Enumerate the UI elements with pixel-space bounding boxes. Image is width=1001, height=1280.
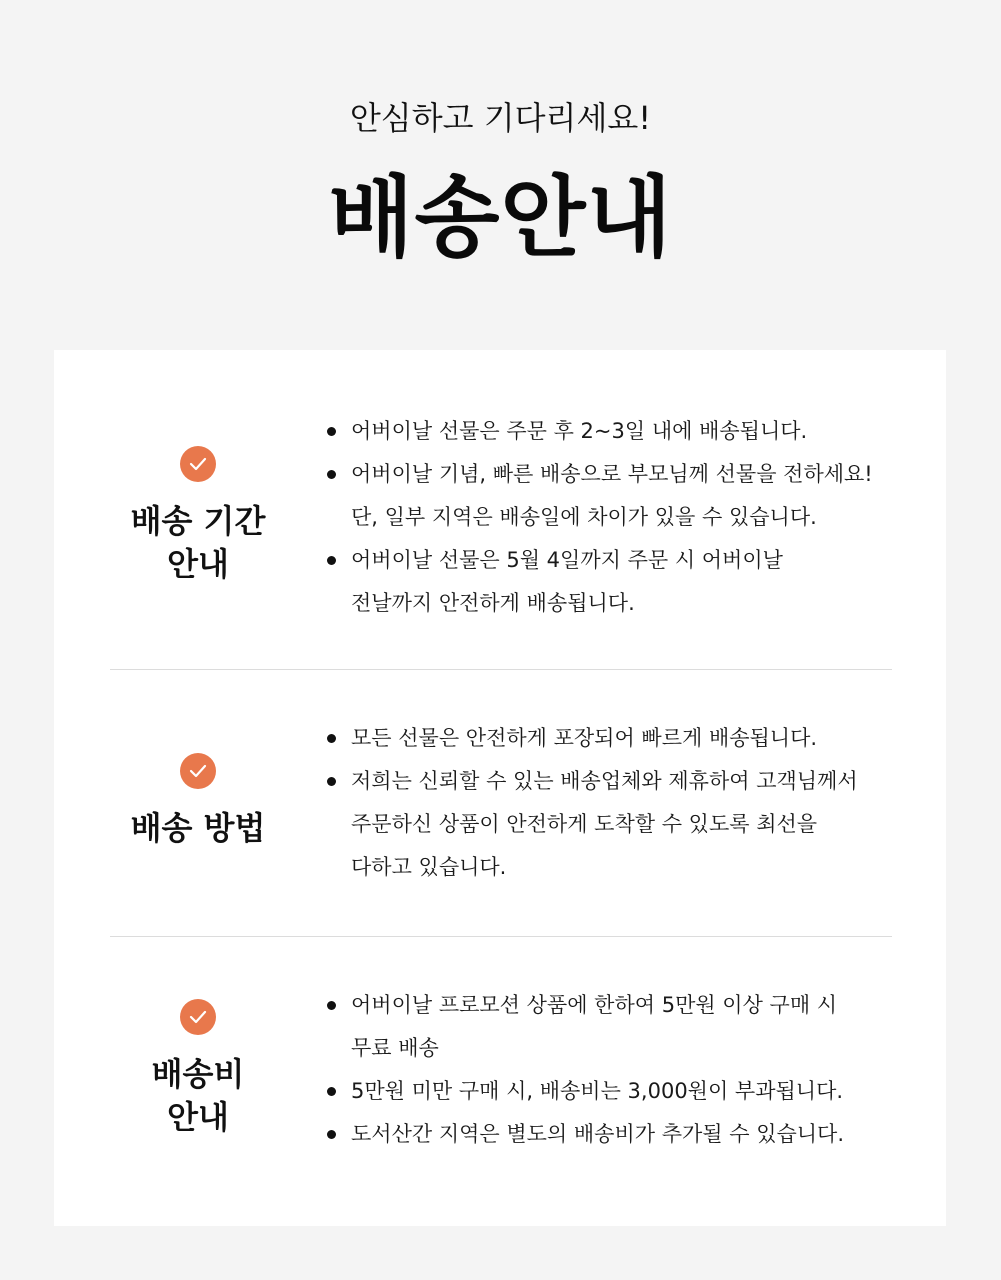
bullet-dot [327,427,336,436]
check-circle-icon [180,999,216,1035]
list-item [327,410,887,453]
list-item [327,760,887,889]
list-item-line: 어버이날 선물은 5월 4일까지 주문 시 어버이날 [351,548,783,572]
delivery-period-section [110,410,892,630]
section-title-line: 안내 [167,545,229,583]
page-subtitle: 안심하고 기다리세요! [349,99,652,137]
bullet-dot [327,470,336,479]
list-item-line: 주문하신 상품이 안전하게 도착할 수 있도록 최선을 [351,812,818,836]
section-title [110,1053,286,1139]
list-item [327,1070,887,1113]
section-title-line: 배송비 [151,1055,245,1093]
list-item-line: 도서산간 지역은 별도의 배송비가 추가될 수 있습니다. [351,1122,845,1146]
section-title [110,500,286,586]
list-item-line: 전날까지 안전하게 배송됩니다. [351,591,635,615]
list-item [327,717,887,760]
list-item-line: 5만원 미만 구매 시, 배송비는 3,000원이 부과됩니다. [351,1079,844,1103]
delivery-period-list [327,410,887,625]
shipping-fee-section [110,984,892,1164]
shipping-info-card [54,350,946,1226]
list-item [327,539,887,625]
shipping-fee-list [327,984,887,1156]
check-circle-icon [180,753,216,789]
check-circle-icon [180,446,216,482]
bullet-dot [327,777,336,786]
list-item [327,1113,887,1156]
bullet-dot [327,556,336,565]
section-title-line: 배송 기간 [130,502,266,540]
section-header [110,753,286,850]
list-item [327,453,887,539]
list-item [327,984,887,1070]
list-item-line: 다하고 있습니다. [351,855,507,879]
section-title-line: 배송 방법 [130,809,266,847]
section-divider [110,936,892,937]
delivery-method-list [327,717,887,889]
list-item-line: 무료 배송 [351,1036,439,1060]
bullet-dot [327,1087,336,1096]
list-item-line: 저희는 신뢰할 수 있는 배송업체와 제휴하여 고객님께서 [351,769,858,793]
section-divider [110,669,892,670]
list-item-line: 어버이날 프로모션 상품에 한하여 5만원 이상 구매 시 [351,993,838,1017]
list-item-line: 단, 일부 지역은 배송일에 차이가 있을 수 있습니다. [351,505,817,529]
bullet-dot [327,734,336,743]
bullet-dot [327,1001,336,1010]
section-header [110,446,286,586]
bullet-dot [327,1130,336,1139]
page-title: 배송안내 [328,166,673,269]
list-item-line: 모든 선물은 안전하게 포장되어 빠르게 배송됩니다. [351,726,818,750]
section-title [110,807,286,850]
list-item-line: 어버이날 선물은 주문 후 2~3일 내에 배송됩니다. [351,419,808,443]
section-header [110,999,286,1139]
section-title-line: 안내 [167,1098,229,1136]
delivery-method-section [110,717,892,897]
list-item-line: 어버이날 기념, 빠른 배송으로 부모님께 선물을 전하세요! [351,462,873,486]
